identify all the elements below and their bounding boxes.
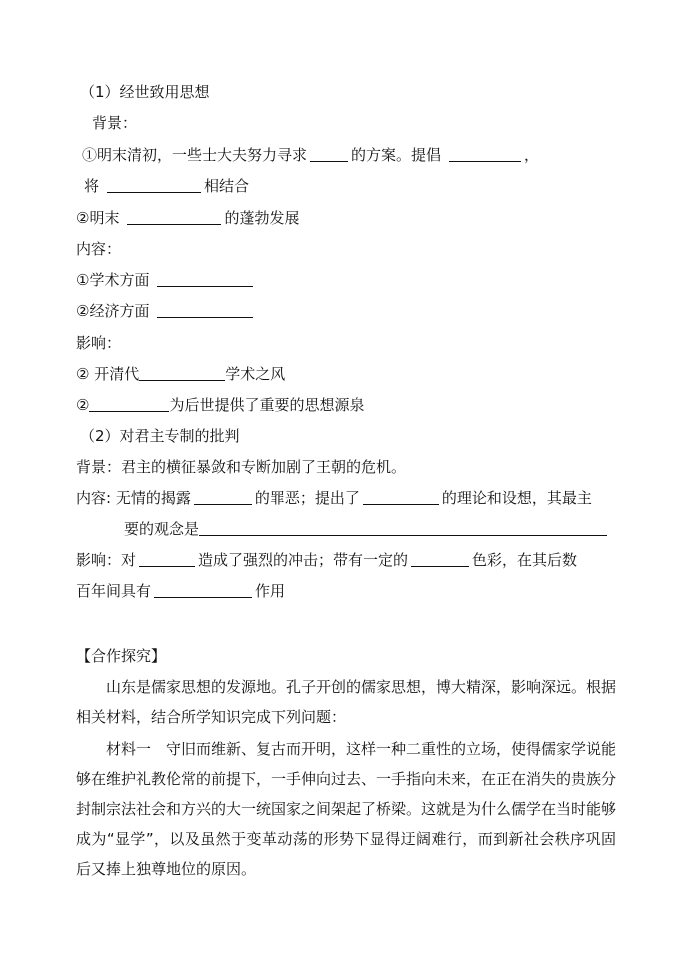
- material-1-paragraph: 材料一 守旧而维新、复古而开明，这样一种二重性的立场，使得儒家学说能够在维护礼教伦常的前提下，一手伸向过去、一手指向未来，在正在消失的贵族分封制宗法社会和方兴的大一统国家之间架起了桥梁。这就是为什么儒学在当时能够成为“显学”，以及虽然于变革动荡的形势下显得迂阔难行，而到新社会秩序巩固后又捧上独尊地位的原因。: [76, 740, 617, 878]
- background-2: 背景：君主的横征暴敛和专断加剧了王朝的危机。: [76, 458, 407, 476]
- impact-item-1: ② 开清代 学术之风: [76, 365, 286, 383]
- background-label-1: 背景：: [92, 114, 138, 132]
- fill-blank[interactable]: [107, 177, 201, 193]
- background-item-1: ①明末清初，一些士大夫努力寻求 的方案。提倡 ，: [82, 146, 540, 164]
- fill-blank[interactable]: [157, 271, 253, 287]
- fill-blank[interactable]: [199, 520, 607, 536]
- background-item-1-cont: 将 相结合: [84, 177, 250, 195]
- section-heading-1: （1）经世致用思想: [80, 83, 210, 101]
- fill-blank[interactable]: [157, 302, 253, 318]
- impact-2: 影响：对 造成了强烈的冲击；带有一定的 色彩，在其后数: [76, 551, 578, 569]
- background-item-2: ②明末 的蓬勃发展: [76, 209, 300, 227]
- fill-blank[interactable]: [411, 551, 469, 567]
- content-2: 内容: 无情的揭露 的罪恶；提出了 的理论和设想，其最主: [76, 489, 592, 507]
- content-2-cont: 要的观念是: [124, 519, 607, 539]
- cooperation-heading: 【合作探究】: [76, 647, 167, 665]
- content-item-1: ①学术方面: [76, 270, 256, 290]
- intro-paragraph: 山东是儒家思想的发源地。孔子开创的儒家思想，博大精深，影响深远。根据相关材料，结合所学知识完成下列问题：: [76, 678, 617, 726]
- fill-blank[interactable]: [89, 396, 169, 412]
- impact-2-cont: 百年间具有 作用: [76, 582, 286, 600]
- fill-blank[interactable]: [139, 365, 225, 381]
- impact-item-2: ② 为后世提供了重要的思想源泉: [76, 396, 365, 414]
- impact-label-1: 影响：: [76, 334, 122, 352]
- fill-blank[interactable]: [363, 489, 439, 505]
- content-item-2: ②经济方面: [76, 301, 256, 321]
- fill-blank[interactable]: [310, 146, 348, 162]
- content-label-1: 内容：: [76, 240, 122, 258]
- fill-blank[interactable]: [449, 146, 521, 162]
- fill-blank[interactable]: [194, 489, 252, 505]
- fill-blank[interactable]: [154, 582, 252, 598]
- section-heading-2: （2）对君主专制的批判: [80, 427, 240, 445]
- fill-blank[interactable]: [139, 551, 195, 567]
- fill-blank[interactable]: [127, 209, 221, 225]
